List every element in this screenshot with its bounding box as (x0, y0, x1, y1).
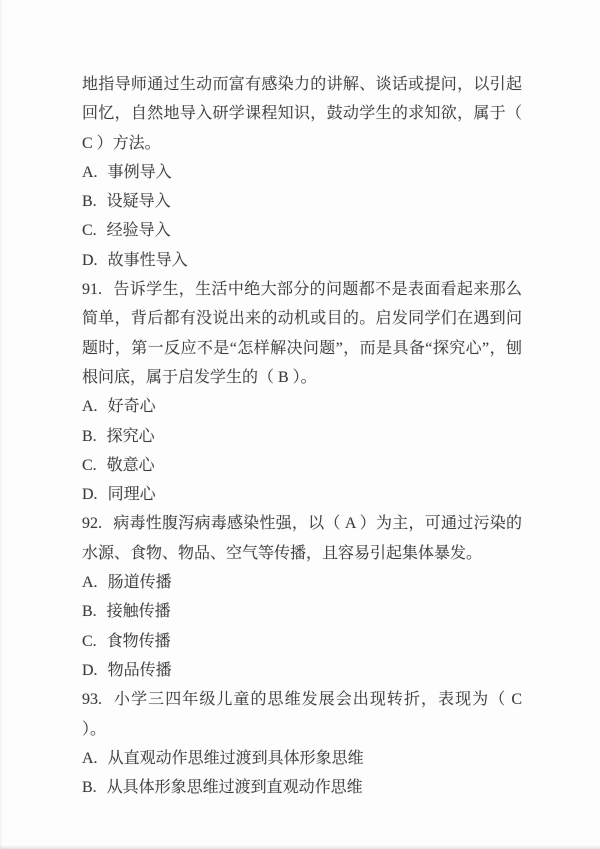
question-stem (82, 685, 522, 744)
option-label: C. (82, 222, 97, 240)
option-text: 事例导入 (107, 163, 172, 181)
question-stem (82, 70, 522, 158)
option-text: 经验导入 (106, 222, 171, 240)
option-b (82, 187, 522, 216)
question-text: 病毒性腹泻病毒感染性强，以（ A ）为主，可通过污染的水源、食物、物品、空气等传播，且容易引起集体暴发。 (82, 515, 522, 562)
option-label: C. (82, 456, 97, 474)
question-number: 91. (82, 281, 102, 299)
option-label: A. (82, 749, 98, 767)
option-text: 接触传播 (106, 603, 171, 621)
option-text: 同理心 (107, 486, 156, 504)
option-label: C. (82, 632, 97, 650)
question-text: 小学三四年级儿童的思维发展会出现转折，表现为（ C ）。 (82, 691, 522, 738)
option-label: A. (82, 398, 98, 416)
option-a (82, 568, 522, 597)
question-92-block (82, 509, 522, 685)
option-text: 故事性导入 (107, 251, 188, 269)
option-label: A. (82, 574, 98, 592)
question-text: 地指导师通过生动而富有感染力的讲解、谈话或提问，以引起回忆，自然地导入研学课程知识，鼓动学生的求知欲，属于（ C ）方法。 (82, 76, 522, 152)
option-b (82, 422, 522, 451)
question-93-block (82, 685, 522, 802)
option-d (82, 246, 522, 275)
option-text: 物品传播 (107, 661, 172, 679)
question-stem (82, 509, 522, 568)
option-text: 肠道传播 (107, 574, 172, 592)
option-label: D. (82, 251, 98, 269)
option-label: B. (82, 779, 97, 797)
option-b (82, 597, 522, 626)
question-number: 92. (82, 515, 102, 533)
option-c (82, 627, 522, 656)
option-text: 从直观动作思维过渡到具体形象思维 (107, 749, 364, 767)
option-a (82, 392, 522, 421)
question-text: 告诉学生，生活中绝大部分的问题都不是表面看起来那么简单，背后都有没说出来的动机或目的。启发同学们在遇到问题时，第一反应不是“怎样解决问题”，而是具备“探究心”，刨根问底，属于启发学生的（ B ）。 (82, 281, 522, 386)
option-text: 从具体形象思维过渡到直观动作思维 (106, 779, 363, 797)
option-text: 设疑导入 (106, 193, 171, 211)
option-label: B. (82, 603, 97, 621)
question-stem (82, 275, 522, 392)
option-text: 探究心 (106, 427, 155, 445)
option-label: B. (82, 427, 97, 445)
option-d (82, 480, 522, 509)
option-text: 好奇心 (107, 398, 156, 416)
option-a (82, 744, 522, 773)
option-c (82, 216, 522, 245)
option-label: D. (82, 486, 98, 504)
question-number: 93. (82, 691, 102, 709)
question-90-block (82, 70, 522, 275)
option-d (82, 656, 522, 685)
option-a (82, 158, 522, 187)
option-label: B. (82, 193, 97, 211)
option-label: A. (82, 163, 98, 181)
option-c (82, 451, 522, 480)
option-label: D. (82, 661, 98, 679)
question-91-block (82, 275, 522, 509)
option-text: 食物传播 (106, 632, 171, 650)
option-b (82, 773, 522, 802)
option-text: 敬意心 (106, 456, 155, 474)
